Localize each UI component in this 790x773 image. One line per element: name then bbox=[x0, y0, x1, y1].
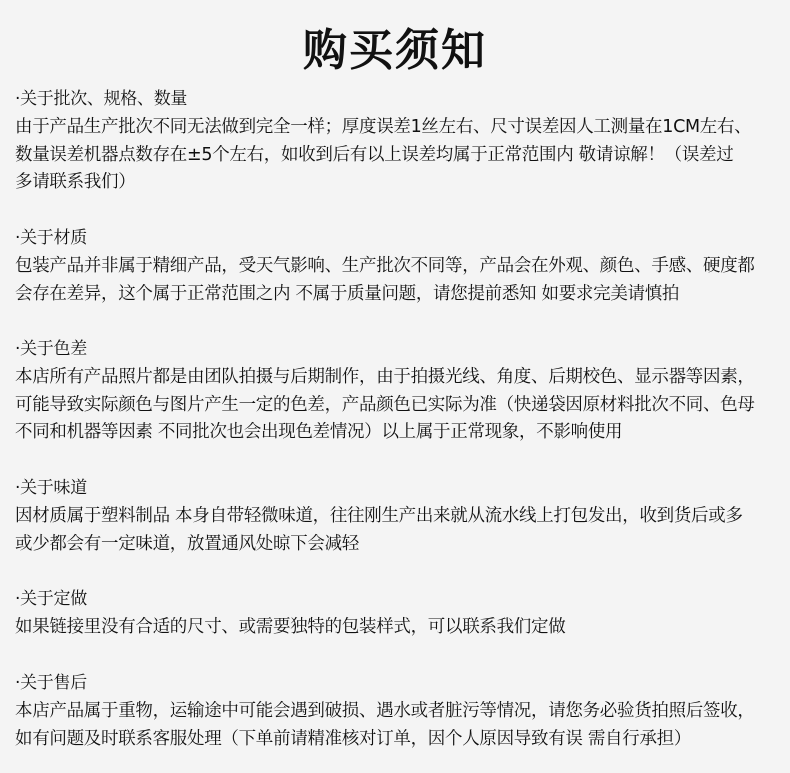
section-batch-spec-quantity bbox=[15, 86, 785, 197]
section-heading: ·关于定做 bbox=[15, 589, 87, 609]
section-text: 数量误差机器点数存在±5个左右，如收到后有以上误差均属于正常范围内 敬请谅解！（误差过 bbox=[15, 144, 734, 165]
section-text: 可能导致实际颜色与图片产生一定的色差，产品颜色已实际为准（快递袋因原材料批次不同、色母 bbox=[15, 394, 755, 415]
section-smell bbox=[15, 475, 785, 558]
section-text: 包装产品并非属于精细产品，受天气影响、生产批次不同等，产品会在外观、颜色、手感、硬度都 bbox=[15, 255, 755, 276]
page-title: 购买须知 bbox=[303, 25, 487, 76]
section-heading: ·关于材质 bbox=[15, 228, 87, 248]
section-text: 本店产品属于重物，运输途中可能会遇到破损、遇水或者脏污等情况，请您务必验货拍照后签收， bbox=[15, 700, 755, 721]
section-after-sales bbox=[15, 670, 785, 753]
section-material bbox=[15, 225, 785, 308]
section-text: 或少都会有一定味道，放置通风处晾下会减轻 bbox=[15, 533, 359, 554]
section-text: 会存在差异，这个属于正常范围之内 不属于质量问题，请您提前悉知 如要求完美请慎拍 bbox=[15, 283, 680, 304]
section-color-difference bbox=[15, 336, 785, 447]
section-heading: ·关于批次、规格、数量 bbox=[15, 89, 188, 109]
section-text: 因材质属于塑料制品 本身自带轻微味道，往往刚生产出来就从流水线上打包发出，收到货后或多 bbox=[15, 505, 743, 526]
section-text: 本店所有产品照片都是由团队拍摄与后期制作，由于拍摄光线、角度、后期校色、显示器等因素， bbox=[15, 366, 755, 387]
section-customization bbox=[15, 586, 785, 642]
section-heading: ·关于售后 bbox=[15, 673, 87, 693]
section-text: 多请联系我们） bbox=[15, 172, 136, 193]
section-heading: ·关于色差 bbox=[15, 339, 87, 359]
section-text: 不同和机器等因素 不同批次也会出现色差情况）以上属于正常现象，不影响使用 bbox=[15, 422, 623, 443]
section-text: 如果链接里没有合适的尺寸、或需要独特的包装样式，可以联系我们定做 bbox=[15, 616, 566, 637]
section-text: 如有问题及时联系客服处理（下单前请精准核对订单，因个人原因导致有误 需自行承担） bbox=[15, 728, 692, 749]
section-text: 由于产品生产批次不同无法做到完全一样；厚度误差1丝左右、尺寸误差因人工测量在1CM左右、 bbox=[15, 116, 752, 137]
section-heading: ·关于味道 bbox=[15, 478, 87, 498]
